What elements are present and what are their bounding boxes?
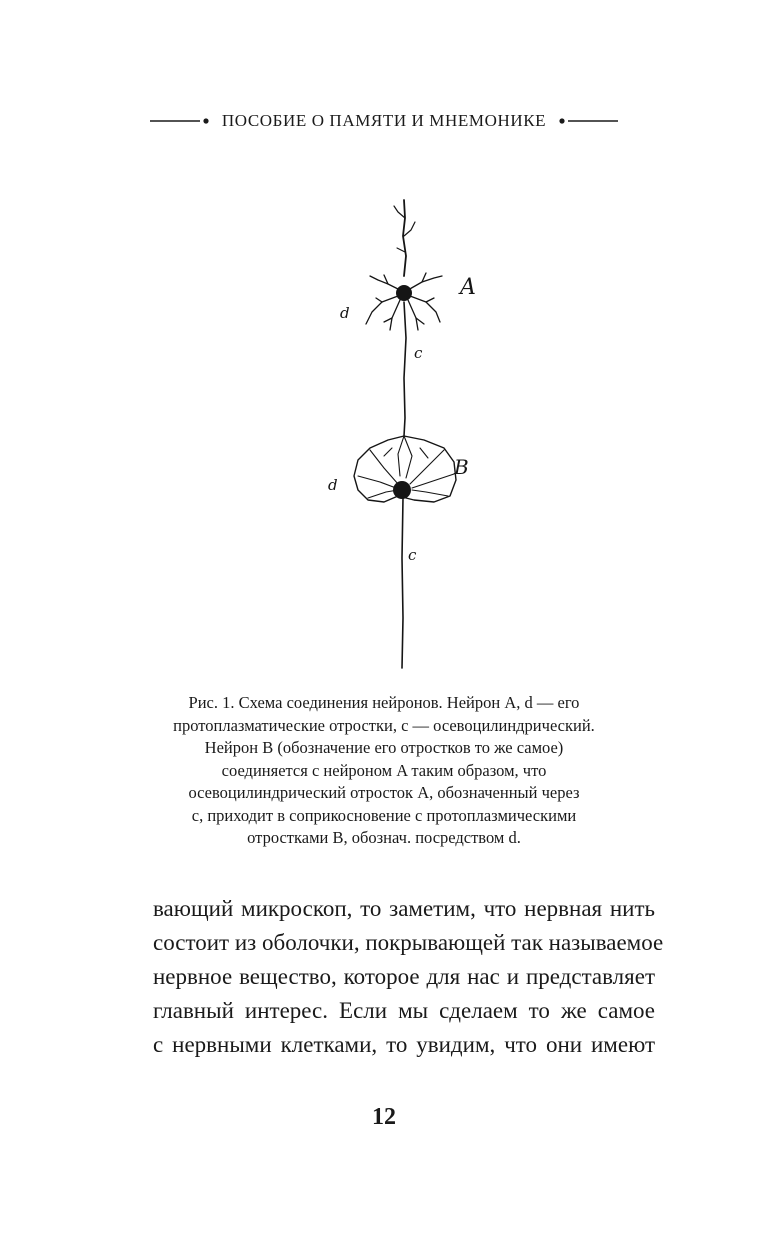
running-head-title: ПОСОБИЕ О ПАМЯТИ И МНЕМОНИКЕ (221, 111, 547, 130)
neuron-b-cell-body (393, 481, 411, 499)
label-axon-a: c (414, 344, 423, 362)
label-neuron-b: B (454, 455, 469, 479)
left-ornament-rule (150, 116, 212, 126)
caption-line: соединяется с нейроном A таким образом, что (221, 760, 547, 780)
body-line: состоит из оболочки, покрывающей так называемое (153, 930, 664, 955)
label-dendrites-a: d (340, 304, 350, 322)
body-line: главный интерес. Если мы сделаем то же самое (153, 998, 655, 1023)
neuron-diagram-drawing (300, 178, 530, 678)
caption-line: Рис. 1. Схема соединения нейронов. Нейрон A, d — его (188, 693, 580, 712)
neuron-a-cell-body (396, 285, 412, 301)
apical-branch (397, 248, 405, 252)
caption-line: Нейрон B (обозначение его отростков то же самое) (204, 738, 564, 757)
neuron-diagram (300, 178, 530, 678)
neuron-a-axon (404, 302, 406, 436)
label-neuron-a: A (460, 275, 476, 300)
label-dendrites-b: d (328, 476, 338, 494)
page-number: 12 (372, 1104, 396, 1130)
caption-line: протоплазматические отростки, c — осевоцилиндрический. (173, 715, 595, 735)
caption-line: отростками B, обознач. посредством d. (247, 828, 521, 847)
caption-line: c, приходит в соприкосновение с протоплазмическими (191, 805, 577, 825)
apical-dendrite (403, 200, 406, 276)
right-ornament-rule (556, 116, 618, 126)
label-axon-b: c (408, 546, 417, 564)
body-line: нервное вещество, которое для нас и представляет (153, 964, 655, 989)
figure-caption (110, 692, 658, 850)
neuron-b-axon (402, 498, 403, 668)
body-paragraph (153, 892, 664, 1062)
running-head (0, 106, 768, 136)
caption-line: осевоцилиндрический отросток A, обозначенный через (188, 783, 580, 802)
body-line: вающий микроскоп, то заметим, что нервная нить (153, 896, 655, 921)
body-line: с нервными клетками, то увидим, что они имеют (153, 1032, 655, 1057)
apical-branch (404, 222, 415, 236)
apical-branch (394, 206, 405, 218)
